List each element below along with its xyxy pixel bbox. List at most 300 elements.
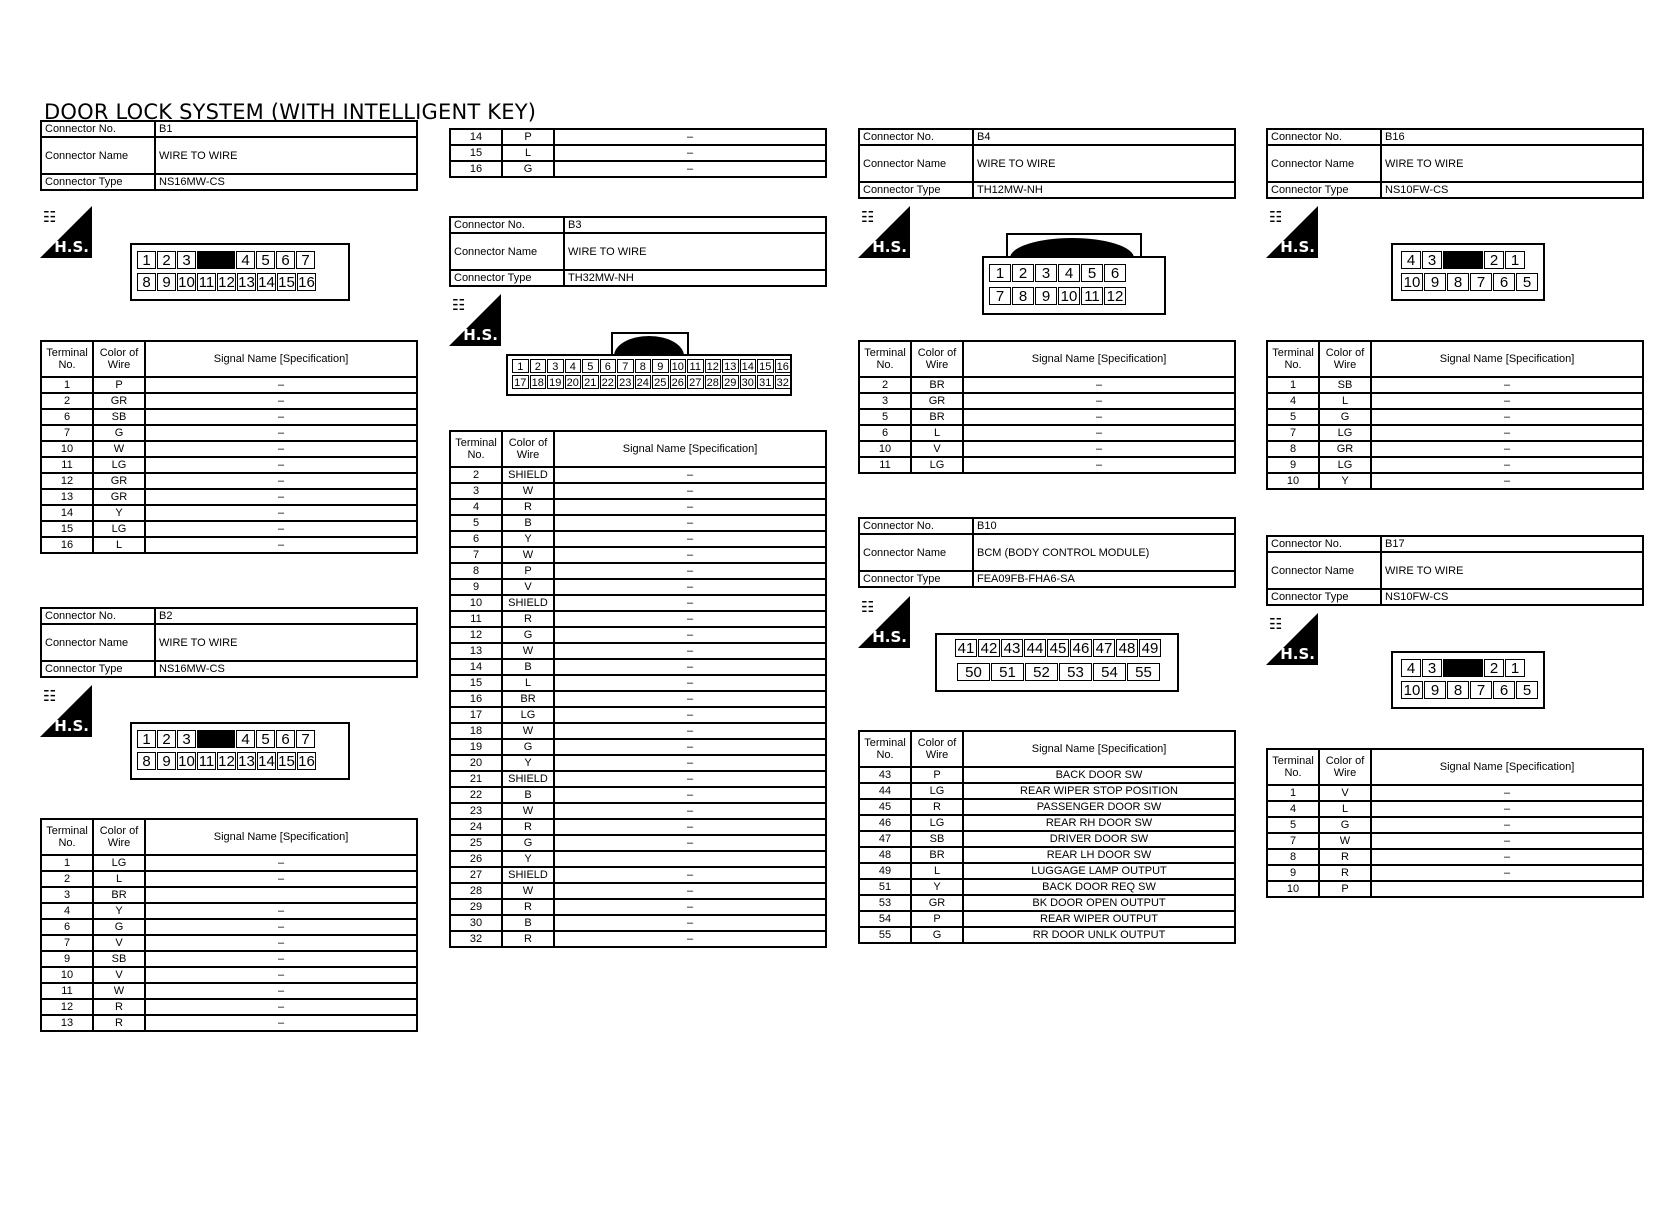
connector-pin: 10 [178,274,195,291]
terminal-no: 5 [859,409,911,425]
wire-color: SHIELD [502,771,554,787]
terminal-no: 14 [450,129,502,145]
pin-row [137,752,317,770]
wire-color: R [1319,849,1371,865]
pin-row [957,663,1161,681]
pin-key-block [1443,251,1483,269]
signal-name: – [554,835,826,851]
connector-pin: 4 [1401,659,1421,677]
terminal-no: 14 [450,659,502,675]
connector-pin: 15 [278,753,295,770]
wire-color: LG [93,521,145,537]
wire-color: W [93,441,145,457]
signal-name: PASSENGER DOOR SW [963,799,1235,815]
wire-color: P [502,129,554,145]
signal-name: REAR WIPER OUTPUT [963,911,1235,927]
terminal-table [858,730,1236,944]
connector-pin: 52 [1025,663,1058,681]
terminal-no: 8 [450,563,502,579]
table-row [41,983,417,999]
terminal-table [1266,748,1644,898]
terminal-table-b1 [40,340,418,554]
wire-color: L [502,675,554,691]
connector-pin: 8 [635,359,652,373]
signal-name: – [145,983,417,999]
connector-icon: ☷ [861,599,875,616]
table-row [859,879,1235,895]
connector-pin: 8 [1447,273,1469,291]
signal-name: – [554,707,826,723]
pin-row [1401,273,1539,291]
connector-b2-face [130,722,350,780]
signal-name: – [554,161,826,177]
signal-name: – [145,1015,417,1031]
wire-color: W [502,483,554,499]
connector-pin: 4 [236,251,255,269]
signal-name: – [145,425,417,441]
connector-pin: 12 [705,359,722,373]
terminal-no: 27 [450,867,502,883]
signal-name: – [145,855,417,871]
connector-icon: ☷ [861,209,875,226]
signal-name: – [554,579,826,595]
terminal-no: 8 [1267,849,1319,865]
wire-color: B [502,915,554,931]
terminal-no-header: Terminal No. [859,731,911,767]
table-row [41,377,417,393]
table-row [859,441,1235,457]
terminal-table-b10 [858,730,1236,944]
terminal-no: 7 [41,935,93,951]
harness-side-icon [40,685,92,737]
connector-pin: 24 [635,375,652,389]
signal-name: – [554,467,826,483]
wire-color: L [911,863,963,879]
connector-pin: 12 [218,753,235,770]
connector-pin: 13 [722,359,739,373]
terminal-no: 18 [450,723,502,739]
signal-name: – [554,675,826,691]
wire-color: R [502,899,554,915]
terminal-no: 16 [450,691,502,707]
terminal-no: 46 [859,815,911,831]
connector-pin: 18 [530,375,547,389]
table-row [41,393,417,409]
info-value: B10 [973,518,1235,534]
terminal-no: 5 [450,515,502,531]
terminal-no: 10 [41,967,93,983]
signal-name: – [554,643,826,659]
wire-color: B [502,659,554,675]
harness-side-icon [858,596,910,648]
signal-name: – [554,483,826,499]
wire-color: GR [93,473,145,489]
table-row [450,787,826,803]
info-value: B1 [155,121,417,137]
signal-name: REAR WIPER STOP POSITION [963,783,1235,799]
info-label: Connector Type [1267,589,1381,605]
wire-color: R [911,799,963,815]
connector-info-b16 [1266,128,1644,199]
connector-pin: 10 [1401,273,1423,291]
signal-name: – [963,377,1235,393]
signal-name: – [145,489,417,505]
table-row [1267,881,1643,897]
signal-name: LUGGAGE LAMP OUTPUT [963,863,1235,879]
table-row [450,931,826,947]
table-row [1267,833,1643,849]
wire-color: W [502,643,554,659]
wire-color: SHIELD [502,595,554,611]
wire-color: W [502,803,554,819]
wire-color: G [93,919,145,935]
connector-info-table [858,517,1236,588]
signal-name: – [145,951,417,967]
signal-name: DRIVER DOOR SW [963,831,1235,847]
connector-b17-face [1391,651,1545,709]
wire-color: G [1319,817,1371,833]
info-value: B16 [1381,129,1643,145]
wire-color: G [93,425,145,441]
wire-color: V [1319,785,1371,801]
info-label: Connector Type [41,661,155,677]
signal-name: – [145,473,417,489]
signal-name: – [554,771,826,787]
table-row [450,659,826,675]
connector-pin: 25 [652,375,669,389]
connector-pin: 17 [512,375,529,389]
connector-pin: 10 [670,359,687,373]
table-row [41,473,417,489]
harness-side-icon [1266,613,1318,665]
wire-color: LG [911,783,963,799]
table-row [41,1015,417,1031]
signal-name: – [554,883,826,899]
info-label: Connector Type [859,182,973,198]
table-row [1267,865,1643,881]
table-row [41,871,417,887]
connector-pin: 8 [137,273,156,291]
hs-label: H.S. [872,238,907,256]
table-row [1267,457,1643,473]
connector-pin: 10 [1401,681,1423,699]
pin-row [512,375,792,389]
terminal-no: 1 [1267,377,1319,393]
terminal-no: 6 [859,425,911,441]
table-row [41,855,417,871]
table-row [41,409,417,425]
connector-pin: 47 [1093,639,1115,657]
connector-pin: 16 [775,359,792,373]
signal-name: – [145,967,417,983]
signal-name: – [1371,441,1643,457]
connector-pin: 3 [547,359,564,373]
connector-pin: 1 [512,359,529,373]
wire-color: SB [93,951,145,967]
terminal-no: 43 [859,767,911,783]
color-of-wire-header: Color of Wire [911,731,963,767]
wire-color: P [911,767,963,783]
pin-row [137,251,316,269]
hs-label: H.S. [54,717,89,735]
pin-row [989,264,1127,282]
signal-name: – [554,931,826,947]
table-row [859,457,1235,473]
signal-name: – [145,441,417,457]
table-row [859,767,1235,783]
signal-name: – [145,919,417,935]
wire-color: R [502,611,554,627]
wire-color: P [1319,881,1371,897]
terminal-no: 9 [1267,865,1319,881]
info-value: B2 [155,608,417,624]
wire-color: Y [1319,473,1371,489]
wire-color: LG [1319,457,1371,473]
info-label: Connector Name [41,624,155,661]
connector-pin: 43 [1001,639,1023,657]
terminal-no: 6 [450,531,502,547]
connector-pin: 9 [157,273,176,291]
terminal-no: 15 [450,145,502,161]
terminal-no: 7 [41,425,93,441]
signal-name: – [145,409,417,425]
terminal-no: 11 [450,611,502,627]
terminal-no: 14 [41,505,93,521]
connector-pin: 8 [1447,681,1469,699]
connector-icon: ☷ [1269,616,1283,633]
signal-name: – [554,499,826,515]
table-row [450,145,826,161]
connector-pin: 11 [1081,287,1103,305]
wire-color: BR [911,847,963,863]
table-row [450,835,826,851]
table-row [450,739,826,755]
wire-color: P [93,377,145,393]
terminal-no-header: Terminal No. [41,341,93,377]
signal-name: – [1371,801,1643,817]
connector-pin: 14 [258,274,275,291]
info-value: TH32MW-NH [564,270,826,286]
connector-pin: 12 [1104,287,1126,305]
signal-name: – [145,521,417,537]
wire-color: W [1319,833,1371,849]
terminal-no: 15 [450,675,502,691]
terminal-no: 55 [859,927,911,943]
pin-row [955,639,1162,657]
terminal-no: 2 [859,377,911,393]
connector-pin: 44 [1024,639,1046,657]
table-row [41,967,417,983]
terminal-no: 7 [1267,833,1319,849]
table-row [450,755,826,771]
connector-pin: 54 [1093,663,1126,681]
signal-name [1371,881,1643,897]
terminal-no: 4 [1267,801,1319,817]
wire-color: Y [93,505,145,521]
connector-pin: 42 [978,639,1000,657]
signal-name: – [1371,473,1643,489]
connector-b16-face [1391,243,1545,301]
wire-color: R [1319,865,1371,881]
table-row [41,935,417,951]
connector-pin: 9 [1035,287,1057,305]
connector-pin: 1 [1505,251,1525,269]
table-row [41,537,417,553]
connector-pin: 11 [198,274,215,291]
signal-name: – [554,803,826,819]
connector-pin: 8 [1012,287,1034,305]
hs-label: H.S. [463,326,498,344]
hs-label: H.S. [872,628,907,646]
connector-pin: 3 [1422,251,1442,269]
connector-pin: 4 [1058,264,1080,282]
connector-pin: 22 [600,375,617,389]
pin-row [989,287,1127,305]
terminal-table [40,818,418,1032]
terminal-no: 10 [1267,473,1319,489]
connector-pin: 3 [177,251,196,269]
connector-info-b17 [1266,535,1644,606]
wire-color: B [502,515,554,531]
signal-name: – [554,755,826,771]
table-row [1267,817,1643,833]
table-row [450,531,826,547]
signal-name: – [1371,425,1643,441]
connector-pin: 49 [1139,639,1161,657]
signal-name: – [1371,785,1643,801]
signal-name: – [1371,409,1643,425]
info-value: B3 [564,217,826,233]
terminal-no: 4 [1267,393,1319,409]
terminal-no: 1 [41,855,93,871]
wire-color: L [502,145,554,161]
signal-name: BACK DOOR REQ SW [963,879,1235,895]
signal-name: RR DOOR UNLK OUTPUT [963,927,1235,943]
table-row [450,467,826,483]
terminal-no: 49 [859,863,911,879]
terminal-no: 44 [859,783,911,799]
signal-name: – [963,457,1235,473]
table-row [859,409,1235,425]
terminal-table [858,340,1236,474]
connector-pin: 3 [1422,659,1442,677]
table-row [41,999,417,1015]
connector-pin: 7 [296,251,315,269]
terminal-no: 3 [41,887,93,903]
terminal-no: 20 [450,755,502,771]
info-value: WIRE TO WIRE [1381,145,1643,182]
connector-pin: 27 [687,375,704,389]
connector-pin: 16 [298,274,315,291]
terminal-no: 3 [450,483,502,499]
terminal-no: 30 [450,915,502,931]
connector-pin: 10 [178,753,195,770]
connector-pin: 8 [137,752,156,770]
table-row [1267,425,1643,441]
hs-label: H.S. [54,238,89,256]
wire-color: SB [911,831,963,847]
signal-name: – [554,723,826,739]
wire-color: L [93,537,145,553]
table-row [1267,473,1643,489]
signal-name [554,851,826,867]
wire-color: GR [1319,441,1371,457]
hs-label: H.S. [1280,645,1315,663]
info-label: Connector Name [1267,145,1381,182]
table-row [450,161,826,177]
connector-pin: 32 [775,375,792,389]
terminal-no: 11 [41,983,93,999]
signal-name [145,887,417,903]
connector-pin: 2 [530,359,547,373]
terminal-no: 22 [450,787,502,803]
connector-pin: 5 [1516,681,1538,699]
color-of-wire-header: Color of Wire [502,431,554,467]
signal-name: – [145,871,417,887]
info-value: WIRE TO WIRE [155,137,417,174]
wire-color: W [93,983,145,999]
pin-key-block [197,730,235,748]
color-of-wire-header: Color of Wire [1319,749,1371,785]
terminal-no-header: Terminal No. [1267,749,1319,785]
terminal-no: 2 [450,467,502,483]
terminal-no-header: Terminal No. [859,341,911,377]
terminal-no: 10 [1267,881,1319,897]
connector-b10-face [935,633,1179,692]
info-label: Connector Type [859,571,973,587]
terminal-no: 3 [859,393,911,409]
signal-name: – [554,595,826,611]
connector-pin: 12 [218,274,235,291]
table-row [859,393,1235,409]
connector-pin: 1 [137,251,156,269]
connector-pin: 30 [740,375,757,389]
info-value: NS16MW-CS [155,174,417,190]
signal-name: – [554,899,826,915]
connector-info-table [1266,535,1644,606]
table-row [859,831,1235,847]
terminal-no: 25 [450,835,502,851]
connector-pin: 2 [1012,264,1034,282]
signal-name: – [145,903,417,919]
signal-name: – [1371,817,1643,833]
connector-pin: 5 [1081,264,1103,282]
connector-info-table [858,128,1236,199]
wire-color: P [502,563,554,579]
connector-pin: 1 [989,264,1011,282]
signal-name: – [554,659,826,675]
terminal-no: 48 [859,847,911,863]
wire-color: Y [502,851,554,867]
terminal-table [449,430,827,948]
connector-pin: 3 [1035,264,1057,282]
info-label: Connector Type [41,174,155,190]
signal-name: – [554,145,826,161]
wire-color: V [93,935,145,951]
color-of-wire-header: Color of Wire [911,341,963,377]
terminal-no: 32 [450,931,502,947]
signal-name: BACK DOOR SW [963,767,1235,783]
table-row [450,691,826,707]
connector-info-table [449,216,827,287]
connector-pin: 21 [582,375,599,389]
table-row [1267,849,1643,865]
connector-pin: 15 [278,274,295,291]
connector-pin: 6 [1493,273,1515,291]
table-row [450,547,826,563]
connector-info-table [40,120,418,191]
table-row [1267,409,1643,425]
